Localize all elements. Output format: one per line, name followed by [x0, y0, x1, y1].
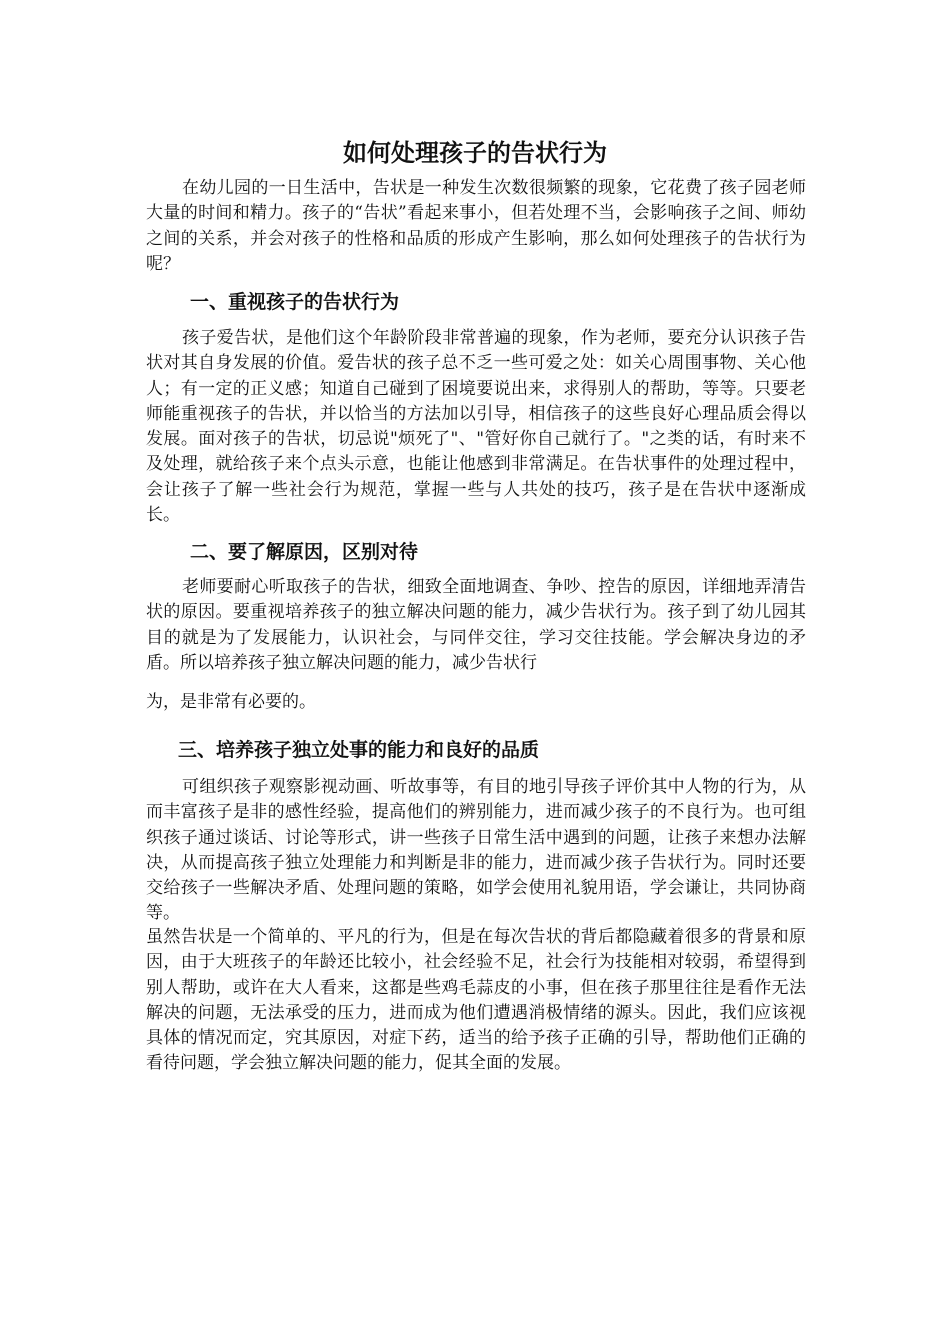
section3-heading: 三、培养孩子独立处事的能力和良好的品质 [178, 739, 540, 761]
section2-paragraph: 老师要耐心听取孩子的告状，细致全面地调查、争吵、控告的原因，详细地弄清告状的原因。要重视培养孩子的独立解决问题的能力，减少告状行为。孩子到了幼儿园其目的就是为了发展能力，认识社会，与同伴交往，学习交往技能。学会解决身边的矛盾。所以培养孩子独立解决问题的能力，减少告状行 [146, 577, 806, 673]
intro-paragraph: 在幼儿园的一日生活中，告状是一种发生次数很频繁的现象，它花费了孩子园老师大量的时间和精力。孩子的“告状”看起来事小，但若处理不当，会影响孩子之间、师幼之间的关系，并会对孩子的性格和品质的形成产生影响，那么如何处理孩子的告状行为呢？ [146, 178, 806, 274]
section2-paragraph-tail: 为，是非常有必要的。 [146, 692, 316, 712]
document-title: 如何处理孩子的告状行为 [343, 139, 607, 167]
section1-paragraph: 孩子爱告状，是他们这个年龄阶段非常普遍的现象，作为老师，要充分认识孩子告状对其自身发展的价值。爱告状的孩子总不乏一些可爱之处：如关心周围事物、关心他人；有一定的正义感；知道自己碰到了困境要说出来，求得别人的帮助，等等。只要老师能重视孩子的告状，并以恰当的方法加以引导，相信孩子的这些良好心理品质会得以发展。面对孩子的告状，切忌说"烦死了"、"管好你自己就行了。"之类的话，有时来不及处理，就给孩子来个点头示意，也能让他感到非常满足。在告状事件的处理过程中，会让孩子了解一些社会行为规范，掌握一些与人共处的技巧，孩子是在告状中逐渐成长。 [146, 328, 806, 526]
section2-heading: 二、要了解原因，区别对待 [190, 541, 419, 563]
conclusion-paragraph: 虽然告状是一个简单的、平凡的行为，但是在每次告状的背后都隐藏着很多的背景和原因，由于大班孩子的年龄还比较小，社会经验不足，社会行为技能相对较弱，希望得到别人帮助，或许在大人看来，这都是些鸡毛蒜皮的小事，但在孩子那里往往是看作无法解决的问题，无法承受的压力，进而成为他们遭遇消极情绪的源头。因此，我们应该视具体的情况而定，究其原因，对症下药，适当的给予孩子正确的引导，帮助他们正确的看待问题，学会独立解决问题的能力，促其全面的发展。 [146, 927, 806, 1074]
section3-paragraph: 可组织孩子观察影视动画、听故事等，有目的地引导孩子评价其中人物的行为，从而丰富孩子是非的感性经验，提高他们的辨别能力，进而减少孩子的不良行为。也可组织孩子通过谈话、讨论等形式，讲一些孩子日常生活中遇到的问题，让孩子来想办法解决，从而提高孩子独立处理能力和判断是非的能力，进而减少孩子告状行为。同时还要交给孩子一些解决矛盾、处理问题的策略，如学会使用礼貌用语，学会谦让，共同协商等。 [146, 777, 806, 924]
section1-heading: 一、重视孩子的告状行为 [190, 291, 400, 313]
